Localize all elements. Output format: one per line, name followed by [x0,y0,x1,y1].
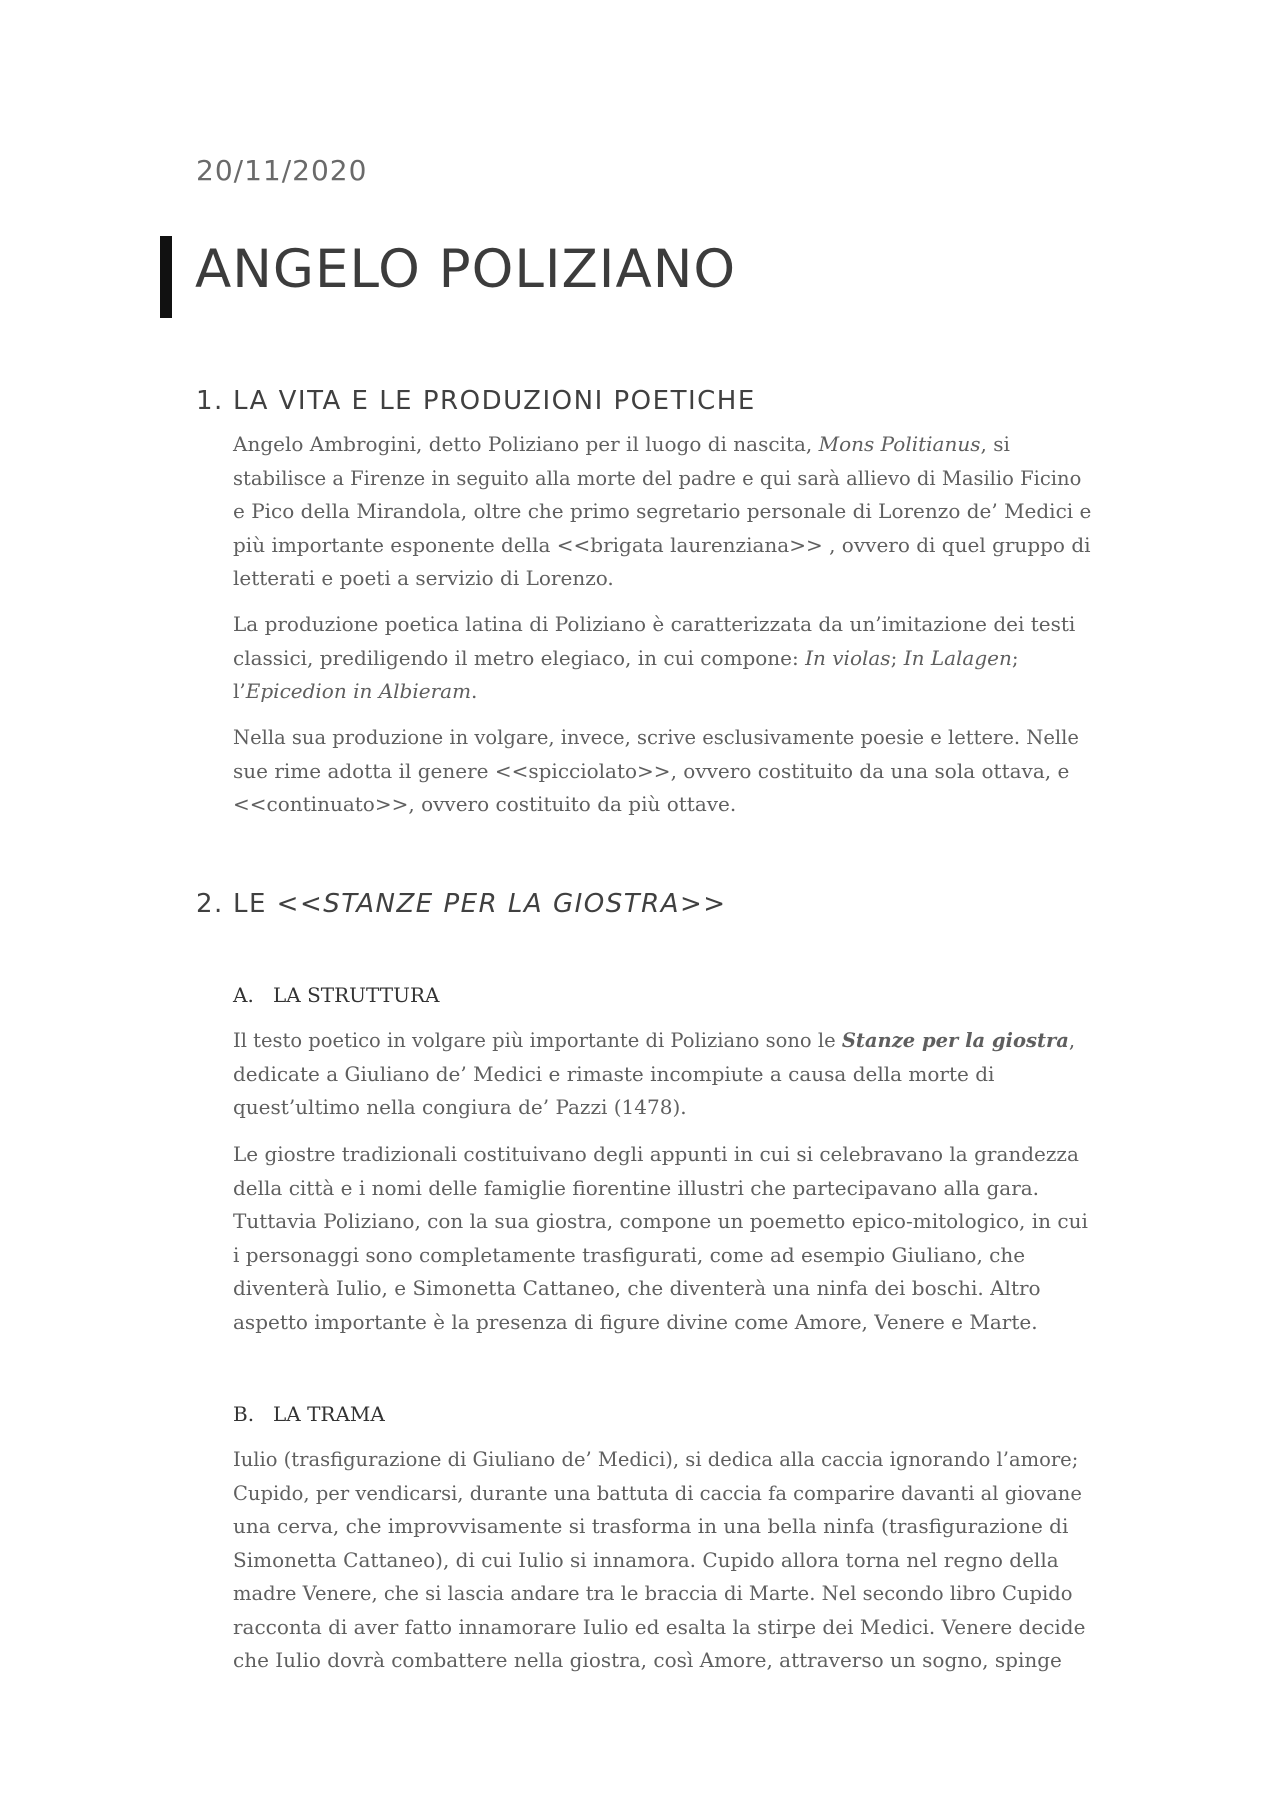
paragraph-trama [233,1443,1093,1678]
text-line: Tuttavia Poliziano, con la sua giostra, compone un poemetto epico-mitologico, in cui [233,1209,1088,1233]
text-line: stabilisce a Firenze in seguito alla morte del padre e qui sarà allievo di Masilio Ficino [233,466,1082,490]
section-title [233,889,727,919]
paragraph-vita [233,428,1093,596]
text-span: >> [679,889,727,919]
italic-text: Epicedion in Albieram [245,679,472,703]
text-span: ; [1011,645,1019,670]
bold-italic-text: Stanze per la giostra [841,1029,1069,1052]
text-line: dedicate a Giuliano de’ Medici e rimaste incompiute a causa della morte di [233,1061,995,1086]
text-span: classici, prediligendo il metro elegiaco, in cui compone: [233,645,806,670]
text-line: e Pico della Mirandola, oltre che primo segretario personale di Lorenzo de’ Medici e [233,499,1092,523]
italic-text: In violas [805,645,891,670]
document-date: 20/11/2020 [196,154,368,187]
text-line: <<continuato>>, ovvero costituito da più ottave. [233,792,737,816]
text-line: diventerà Iulio, e Simonetta Cattaneo, che diventerà una ninfa dei boschi. Altro [233,1276,1041,1300]
subsection-heading-a [233,983,439,1007]
text-line: Simonetta Cattaneo), di cui Iulio si innamora. Cupido allora torna nel regno della [233,1547,1059,1572]
text-line: Cupido, per vendicarsi, durante una battuta di caccia fa comparire davanti al giovane [233,1481,1082,1505]
subsection-letter: A. [233,983,254,1007]
text-line: più importante esponente della <<brigata laurenziana>> , ovvero di quel gruppo di [233,532,1091,557]
section-number: 1. [196,386,224,416]
subsection-letter: B. [233,1402,255,1426]
subsection-title: LA STRUTTURA [273,983,440,1007]
paragraph-volgare [233,721,1093,822]
text-span: Il testo poetico in volgare più importante di Poliziano sono le [233,1029,842,1052]
text-span: Angelo Ambrogini, detto Poliziano per il luogo di nascita, [233,432,819,456]
text-line: quest’ultimo nella congiura de’ Pazzi (1478). [233,1095,687,1119]
paragraph-struttura-2 [233,1138,1093,1339]
text-line: racconta di aver fatto innamorare Iulio ed esalta la stirpe dei Medici. Venere decide [233,1614,1086,1639]
text-line: madre Venere, che si lascia andare tra le braccia di Marte. Nel secondo libro Cupido [233,1582,1073,1605]
text-span: l’ [233,679,246,703]
section-title: LA VITA E LE PRODUZIONI POETICHE [233,386,756,416]
text-line: letterati e poeti a servizio di Lorenzo. [233,566,614,590]
text-span: . [471,679,478,703]
paragraph-latina [233,608,1093,709]
text-line: che Iulio dovrà combattere nella giostra, così Amore, attraverso un sogno, spinge [233,1648,1062,1672]
text-span: , [1068,1029,1076,1052]
title-accent-bar [160,236,172,318]
subsection-title: LA TRAMA [273,1402,385,1426]
italic-text: Mons Politianus [818,432,981,456]
section-number: 2. [196,889,224,919]
text-line: della città e i nomi delle famiglie fiorentine illustri che partecipavano alla gara. [233,1175,1040,1200]
text-span: LE << [233,889,324,919]
text-line: i personaggi sono completamente trasfigurati, come ad esempio Giuliano, che [233,1242,1026,1267]
document-title: ANGELO POLIZIANO [195,239,737,300]
text-line: aspetto importante è la presenza di figure divine come Amore, Venere e Marte. [233,1309,1038,1334]
subsection-heading-b [233,1402,385,1426]
paragraph-struttura-1 [233,1024,1093,1125]
text-line: Le giostre tradizionali costituivano degli appunti in cui si celebravano la grandezza [233,1142,1079,1166]
italic-text: In Lalagen [903,645,1012,670]
text-span: , si [980,432,1010,456]
section-heading-2 [196,889,727,919]
text-line: Iulio (trasfigurazione di Giuliano de’ Medici), si dedica alla caccia ignorando l’amore; [233,1448,1079,1471]
text-span: ; [890,645,904,670]
text-line: sue rime adotta il genere <<spicciolato>>, ovvero costituito da una sola ottava, e [233,758,1070,783]
italic-text: STANZE PER LA GIOSTRA [323,889,680,919]
text-line: Nella sua produzione in volgare, invece, scrive esclusivamente poesie e lettere. Nelle [233,726,1079,749]
text-line: La produzione poetica latina di Poliziano è caratterizzata da un’imitazione dei testi [233,612,1076,636]
section-heading-1 [196,386,756,416]
text-line: una cerva, che improvvisamente si trasforma in una bella ninfa (trasfigurazione di [233,1514,1069,1538]
